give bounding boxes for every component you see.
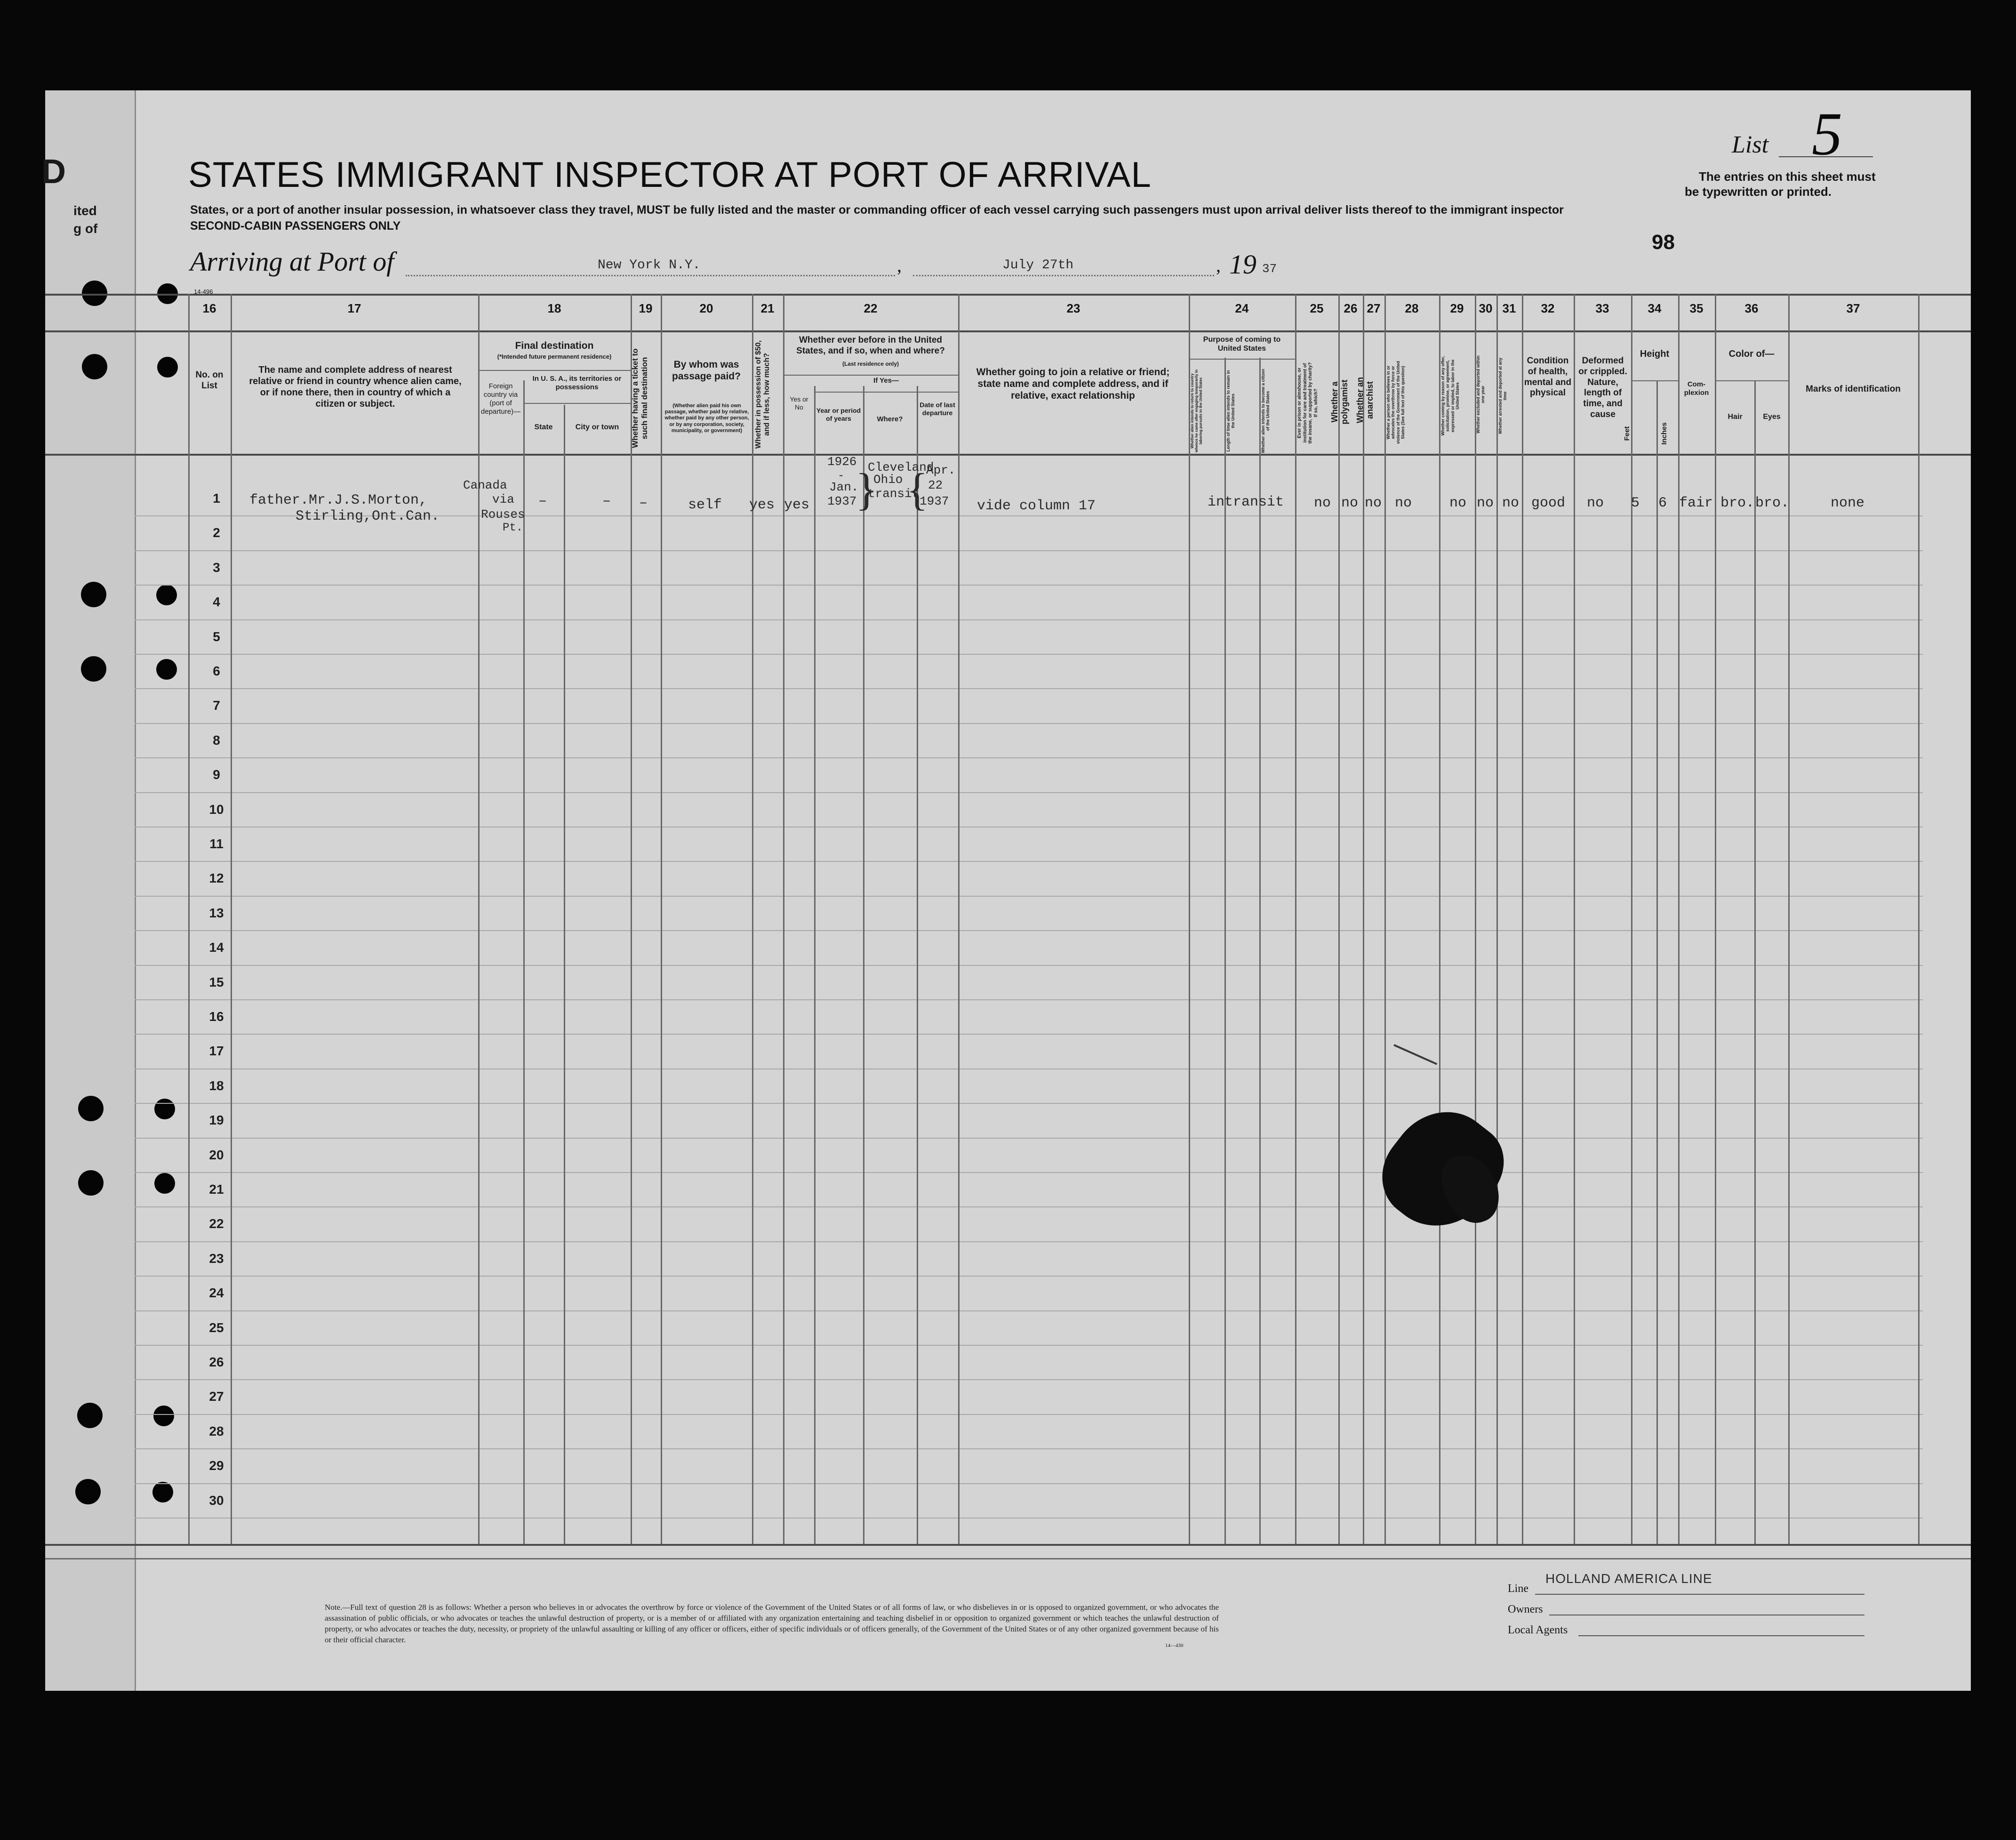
header-in-usa: In U. S. A., its territories or possessions [532, 375, 622, 391]
header-eyes: Eyes [1763, 413, 1781, 421]
footer-line-value: HOLLAND AMERICA LINE [1545, 1571, 1712, 1586]
col-line [661, 294, 662, 1544]
entry-health: good [1531, 495, 1566, 511]
tab-letter: D [41, 153, 66, 191]
col-line [523, 380, 525, 1544]
row-rule [135, 1276, 1923, 1277]
row-rule [135, 1518, 1923, 1519]
binder-hole [152, 1482, 173, 1503]
entries-note-line1: The entries on this sheet must [1699, 169, 1876, 184]
header-joining: Whether going to join a relative or friend; state name and complete address, and if relative, exact relationship [976, 367, 1170, 402]
entry-c30: no [1477, 495, 1494, 511]
entry-foreign-1: Canada [463, 478, 507, 492]
row-rule [135, 654, 1923, 655]
entry-passage: self [688, 497, 722, 513]
row-rule [135, 585, 1923, 586]
column-number-rule [45, 330, 1971, 332]
footer-line-label: Line [1508, 1583, 1528, 1595]
binder-hole [81, 656, 106, 682]
comma-2: , [1216, 255, 1221, 276]
col-number-20: 20 [699, 301, 713, 315]
col-number-24: 24 [1235, 301, 1249, 315]
binder-hole [82, 354, 107, 379]
header-hair: Hair [1728, 413, 1743, 421]
col-number-22: 22 [864, 301, 878, 315]
row-rule [135, 688, 1923, 689]
row-number: 5 [213, 629, 220, 644]
entry-inches: 6 [1658, 495, 1667, 511]
footer-owners-label: Owners [1508, 1603, 1543, 1615]
binder-hole [81, 582, 106, 607]
col-line [958, 294, 960, 1544]
col-line [1656, 381, 1658, 1544]
cabin-class: SECOND-CABIN PASSENGERS ONLY [190, 219, 401, 233]
stamp-number: 98 [1652, 231, 1675, 254]
row-rule [135, 1034, 1923, 1035]
header-period: Year or period of years [816, 407, 861, 422]
row-rule [135, 723, 1923, 724]
row-rule [135, 1345, 1923, 1346]
table-bottom-rule [45, 1544, 1971, 1546]
header-deformed: Deformed or crippled. Nature, length of time, and cause [1578, 356, 1627, 419]
header-bottom-rule [45, 454, 1971, 456]
header-arrested: Whether arrested and deported at any time [1498, 357, 1508, 434]
sub-rule [523, 403, 631, 404]
header-health: Condition of health, mental and physical [1524, 356, 1572, 398]
entry-lastdep-3: 1937 [920, 494, 949, 508]
col-line [1363, 294, 1364, 1544]
row-rule [135, 930, 1923, 931]
col-line [564, 405, 565, 1544]
sub-rule [783, 375, 958, 376]
row-rule [135, 792, 1923, 793]
row-number: 14 [209, 940, 224, 955]
port-value: New York N.Y. [598, 258, 701, 273]
header-purpose-b: Length of time alien intends to remain in the United States [1226, 370, 1236, 452]
entry-relative-line2: Stirling,Ont.Can. [296, 508, 440, 524]
row-rule [135, 550, 1923, 551]
list-label: List [1732, 131, 1769, 158]
header-ever-before-sub: (Last residence only) [842, 361, 899, 367]
header-excluded: Whether excluded and deported within one year [1476, 355, 1486, 434]
row-number: 27 [209, 1389, 224, 1404]
entry-foreign-4: Pt. [503, 522, 523, 534]
col-line [1918, 294, 1920, 1544]
entry-purpose: intransit [1208, 494, 1284, 510]
header-last-departure: Date of last departure [920, 401, 955, 417]
row-number: 3 [213, 560, 220, 575]
col-number-26: 26 [1344, 301, 1358, 315]
entry-complexion: fair [1679, 495, 1713, 511]
col-number-29: 29 [1450, 301, 1464, 315]
header-foreign-country: Foreign country via (port of departure)— [480, 382, 521, 416]
brace-right-1: } [856, 464, 878, 514]
row-number: 15 [209, 975, 224, 989]
entry-period-4: 1937 [827, 494, 857, 508]
col-number-23: 23 [1066, 301, 1080, 315]
year-suffix: 37 [1262, 262, 1277, 276]
binder-hole [154, 1173, 175, 1194]
row-number: 28 [209, 1424, 224, 1438]
col-line [863, 386, 864, 1544]
col-number-25: 25 [1310, 301, 1324, 315]
sub-rule [478, 370, 631, 371]
row-number: 9 [213, 767, 220, 782]
col-line [1475, 294, 1476, 1544]
footer-note: Note.—Full text of question 28 is as follows: Whether a person who believes in or advocates the overthrow by force or violence of the Government of the United States or of all forms of law, or who disbelieves in or is opposed to organized government, or who advocates the assassination of public officials, or who advocates or teaches the unlawful destruction of property, or is a member of or affiliated with any organization entertaining and teaching disbelief in or opposition to organized government or which teaches the unlawful destruction of property, or who advocates or teaches the duty, necessity, or propriety of the unlawful assaulting or killing of any officer or officers, either of specific individuals or of officers generally, of the Government of the United States or of any other organized government because of his or their official character. [325, 1603, 1219, 1644]
header-yes-or-no: Yes or No [790, 395, 808, 411]
col-number-17: 17 [347, 301, 361, 315]
entry-eyes: bro. [1755, 495, 1790, 511]
col-number-31: 31 [1502, 301, 1516, 315]
col-line [188, 294, 190, 1544]
row-number: 11 [209, 836, 224, 851]
col-number-36: 36 [1744, 301, 1759, 315]
row-number: 7 [213, 698, 220, 713]
row-number: 4 [213, 595, 220, 609]
sub-rule [1715, 380, 1788, 381]
row-rule [135, 1483, 1923, 1484]
col-line [1522, 294, 1523, 1544]
col-number-19: 19 [639, 301, 653, 315]
row-rule [135, 861, 1923, 862]
binder-hole [82, 281, 107, 306]
row-rule [135, 619, 1923, 620]
col-line [1224, 358, 1226, 1544]
entry-marks: none [1831, 495, 1865, 511]
header-purpose: Purpose of coming to United States [1203, 336, 1281, 353]
col-line [1631, 294, 1632, 1544]
footer-agents-label: Local Agents [1508, 1624, 1568, 1636]
row-number: 26 [209, 1355, 224, 1369]
header-final-destination-sub: (*Intended future permanent residence) [497, 353, 612, 360]
row-number: 12 [209, 871, 224, 885]
port-dotted-line [406, 275, 895, 276]
col-line [1678, 294, 1680, 1544]
header-purpose-c: Whether alien intends to become a citizen of the United States [1261, 369, 1271, 453]
binder-hole [156, 659, 177, 680]
binder-hole [75, 1479, 101, 1504]
row-rule [135, 1103, 1923, 1104]
header-purpose-a: Whether alien intends to return to country whence he came after engaging temporarily in laboring pursuits in the United States [1190, 369, 1203, 453]
date-dotted-line [913, 275, 1214, 276]
binder-hole [78, 1096, 104, 1121]
col-number-30: 30 [1479, 301, 1493, 315]
row-number: 30 [209, 1493, 224, 1508]
entry-period-1: 1926 [827, 455, 857, 469]
entry-period-2: - [838, 470, 845, 482]
row-number: 21 [209, 1182, 224, 1197]
footer-form-number: 14—430 [1165, 1643, 1184, 1648]
entry-c31: no [1502, 495, 1520, 511]
header-ticket: Whether having a ticket to such final destination [631, 348, 649, 448]
form-code: 14-496 [194, 288, 213, 295]
entry-period-3: Jan. [829, 480, 859, 494]
entry-join: vide column 17 [977, 498, 1096, 514]
form-title: STATES IMMIGRANT INSPECTOR AT PORT OF ARRIVAL [188, 155, 1152, 195]
entry-fifty: yes [749, 497, 775, 513]
binder-hole [77, 1403, 103, 1428]
date-value: July 27th [1002, 258, 1074, 273]
header-nearest-relative: The name and complete address of nearest relative or friend in country whence alien came, or if none there, then in country of which a citizen or subject. [249, 365, 462, 409]
binder-hole [153, 1406, 174, 1426]
col-line [814, 386, 816, 1544]
col-number-32: 32 [1541, 301, 1555, 315]
header-passage-sub: (Whether alien paid his own passage, whether paid by relative, whether paid by any other person, or by any corporation, society, municipality, or government) [664, 403, 749, 434]
row-rule [135, 965, 1923, 966]
entry-c27: no [1365, 495, 1382, 511]
row-rule [135, 757, 1923, 758]
row-rule [135, 1206, 1923, 1207]
col-line [1439, 294, 1440, 1544]
row-number: 6 [213, 664, 220, 678]
header-passage: By whom was passage paid? [672, 359, 741, 382]
header-final-destination: Final destination [515, 340, 594, 351]
col-line [1788, 294, 1790, 1544]
row-number: 24 [209, 1286, 224, 1300]
row-number: 2 [213, 525, 220, 540]
row-rule [135, 999, 1923, 1000]
row-number: 10 [209, 802, 224, 817]
table-top-rule [45, 294, 1971, 296]
header-if-yes: If Yes— [873, 377, 899, 385]
col-line [1338, 294, 1340, 1544]
entries-note-line2: be typewritten or printed. [1685, 185, 1832, 199]
year-prefix: 19 [1229, 249, 1256, 280]
entry-ticket: – [639, 495, 648, 511]
row-rule [135, 1414, 1923, 1415]
entry-state: – [538, 493, 547, 509]
col-line [1754, 381, 1756, 1544]
row-rule [135, 1138, 1923, 1139]
header-no-on-list: No. on List [195, 370, 224, 391]
entry-hair: bro. [1720, 495, 1755, 511]
entry-c26: no [1341, 495, 1359, 511]
col-line [1259, 358, 1261, 1544]
col-number-34: 34 [1648, 301, 1662, 315]
col-line [917, 386, 918, 1544]
header-where: Where? [877, 415, 903, 423]
col-line [1496, 294, 1498, 1544]
entry-feet: 5 [1631, 495, 1640, 511]
row-number: 23 [209, 1251, 224, 1266]
row-number: 18 [209, 1078, 224, 1093]
header-anarchist: Whether an anarchist [1355, 377, 1375, 424]
header-complexion: Com-plexion [1684, 380, 1709, 397]
row-rule [135, 896, 1923, 897]
header-marks: Marks of identification [1806, 384, 1901, 394]
col-number-18: 18 [547, 301, 561, 315]
row-number: 22 [209, 1216, 224, 1231]
header-ever-before: Whether ever before in the United States, and if so, when and where? [796, 335, 945, 356]
col-line [1295, 294, 1296, 1544]
row-rule [135, 1241, 1923, 1242]
entry-lastdep-1: Apr. [926, 463, 956, 477]
entry-deformed: no [1587, 495, 1604, 511]
entry-city: – [602, 493, 611, 509]
entry-where-2: Ohio [873, 473, 903, 487]
brace-left-1: { [906, 464, 928, 514]
binder-hole [157, 357, 178, 378]
table-bottom-rule-2 [45, 1558, 1971, 1559]
header-state: State [534, 423, 553, 431]
col-number-27: 27 [1367, 301, 1381, 315]
tab-text-2: g of [73, 221, 98, 236]
binder-hole [156, 585, 177, 605]
header-inches: Inches [1660, 422, 1668, 445]
sub-rule [1631, 380, 1678, 381]
list-number: 5 [1812, 100, 1842, 168]
header-prison: Ever in prison or almshouse, or institution for care and treatment of the insane, or supported by charity? If so, which? [1297, 362, 1319, 444]
header-overthrow: Whether a person who believes in or advocates the overthrow by force or violence of the Government of the United States (See full text of this question) [1386, 361, 1406, 444]
col-line [752, 294, 753, 1544]
col-line [631, 294, 632, 1544]
header-fifty-dollars: Whether in possession of $50, and if less, how much? [754, 340, 771, 449]
header-color: Color of— [1728, 349, 1775, 359]
col-line [783, 294, 784, 1544]
row-rule [135, 827, 1923, 828]
binder-hole [78, 1170, 104, 1196]
tab-text-1: ited [73, 203, 97, 218]
col-line [1384, 294, 1386, 1544]
col-number-35: 35 [1689, 301, 1704, 315]
entry-where-1: Cleveland [868, 460, 934, 474]
row-number: 19 [209, 1113, 224, 1127]
col-number-33: 33 [1595, 301, 1609, 315]
comma-1: , [897, 255, 902, 276]
row-rule [135, 1448, 1923, 1449]
col-number-28: 28 [1405, 301, 1419, 315]
entry-lastdep-2: 22 [928, 478, 943, 492]
header-height: Height [1640, 349, 1670, 359]
row-rule [135, 1172, 1923, 1173]
arriving-label: Arriving at Port of [190, 246, 394, 277]
row-rule [135, 1379, 1923, 1380]
entry-relative-line1: father.Mr.J.S.Morton, [249, 492, 428, 508]
entry-foreign-3: Rouses [481, 507, 525, 522]
col-number-16: 16 [202, 301, 216, 315]
form-subtitle: States, or a port of another insular possession, in whatsoever class they travel, MUST be fully listed and the master or commanding officer of each vessel carrying such passengers must upon arrival deliver lists thereof to the immigrant inspector [190, 203, 1564, 217]
col-number-37: 37 [1846, 301, 1860, 315]
entry-before: yes [784, 497, 810, 513]
row-number: 29 [209, 1458, 224, 1473]
entry-c29: no [1449, 495, 1467, 511]
entry-c28: no [1395, 495, 1412, 511]
header-polygamist: Whether a polygamist [1330, 379, 1349, 425]
row-number: 1 [213, 491, 220, 506]
row-rule [135, 1310, 1923, 1311]
row-number: 17 [209, 1044, 224, 1058]
list-number-underline [1779, 156, 1873, 157]
col-line [1574, 294, 1575, 1544]
binder-hole [154, 1099, 175, 1119]
header-feet: Feet [1623, 426, 1631, 441]
row-number: 8 [213, 733, 220, 747]
col-line [1189, 294, 1190, 1544]
col-number-21: 21 [760, 301, 775, 315]
row-number: 16 [209, 1009, 224, 1024]
entry-c25: no [1314, 495, 1331, 511]
footer-line-underline [1535, 1594, 1864, 1595]
row-number: 25 [209, 1320, 224, 1335]
entry-foreign-2: via [492, 492, 514, 506]
sub-rule [1189, 359, 1295, 360]
col-line [1715, 294, 1716, 1544]
footer-agents-underline [1578, 1635, 1864, 1636]
entry-where-3: transit [868, 487, 920, 501]
row-number: 13 [209, 906, 224, 920]
header-city: City or town [575, 423, 619, 431]
sub-rule [814, 392, 958, 393]
row-number: 20 [209, 1148, 224, 1162]
header-labor-offer: Whether coming by reason of any offer, solicitation, promise, or agreement, expressed or implied, to labor in the United States [1440, 356, 1460, 436]
